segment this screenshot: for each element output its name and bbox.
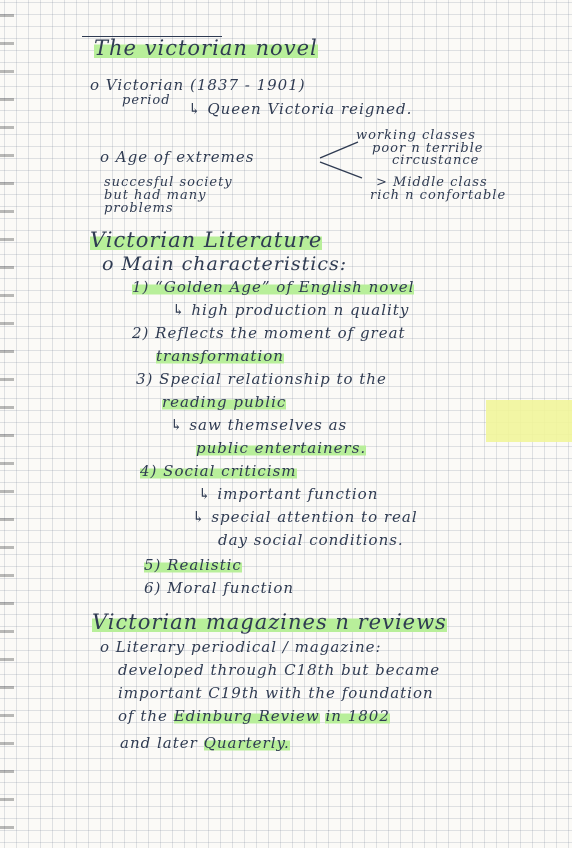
magazine-line-4: of the Edinburg Review in 1802 <box>118 707 390 725</box>
item-1-sub: ↳ high production n quality <box>172 301 410 319</box>
item-3-sub-1: ↳ saw themselves as <box>170 416 348 434</box>
working-class-line: working classes <box>356 128 476 143</box>
magazines-heading: Victorian magazines n reviews <box>92 610 447 634</box>
period-word: period <box>122 93 171 108</box>
item-6: 6) Moral function <box>144 579 295 597</box>
item-4-sub-1: ↳ important function <box>198 485 379 503</box>
queen-line: ↳ Queen Victoria reigned. <box>188 100 413 118</box>
magazine-line-1: o Literary periodical / magazine: <box>100 638 382 656</box>
magazine-line-3: important C19th with the foundation <box>118 684 434 702</box>
branch-arrows-icon <box>318 138 370 182</box>
poor-line: poor n terrible <box>372 141 484 156</box>
sticky-note-tab <box>486 400 572 442</box>
middle-class-line: > Middle class <box>376 175 488 190</box>
magazine-line-5: and later Quarterly. <box>120 734 290 752</box>
item-3-b: reading public <box>162 393 287 411</box>
item-3-a: 3) Special relationship to the <box>136 370 387 388</box>
item-4-sub-2: ↳ special attention to real <box>192 508 418 526</box>
item-4: 4) Social criticism <box>140 462 297 480</box>
item-3-sub-2: public entertainers. <box>196 439 367 457</box>
successful-line-1: succesful society <box>104 175 233 190</box>
rich-line: rich n confortable <box>370 188 507 203</box>
literature-heading: Victorian Literature <box>90 228 323 252</box>
page-title: The victorian novel <box>94 36 318 60</box>
spiral-binding-holes <box>0 0 14 848</box>
successful-line-3: problems <box>104 201 174 216</box>
magazine-line-2: developed through C18th but became <box>118 661 441 679</box>
item-1: 1) “Golden Age” of English novel <box>132 278 415 296</box>
item-5: 5) Realistic <box>144 556 242 574</box>
successful-line-2: but had many <box>104 188 207 203</box>
item-4-sub-3: day social conditions. <box>218 531 404 549</box>
item-2-a: 2) Reflects the moment of great <box>132 324 406 342</box>
circumstance-line: circustance <box>392 153 480 168</box>
extremes-line: o Age of extremes <box>100 148 255 166</box>
period-line: o Victorian (1837 - 1901) <box>90 76 306 94</box>
main-characteristics: o Main characteristics: <box>102 253 348 275</box>
item-2-b: transformation <box>156 347 284 365</box>
